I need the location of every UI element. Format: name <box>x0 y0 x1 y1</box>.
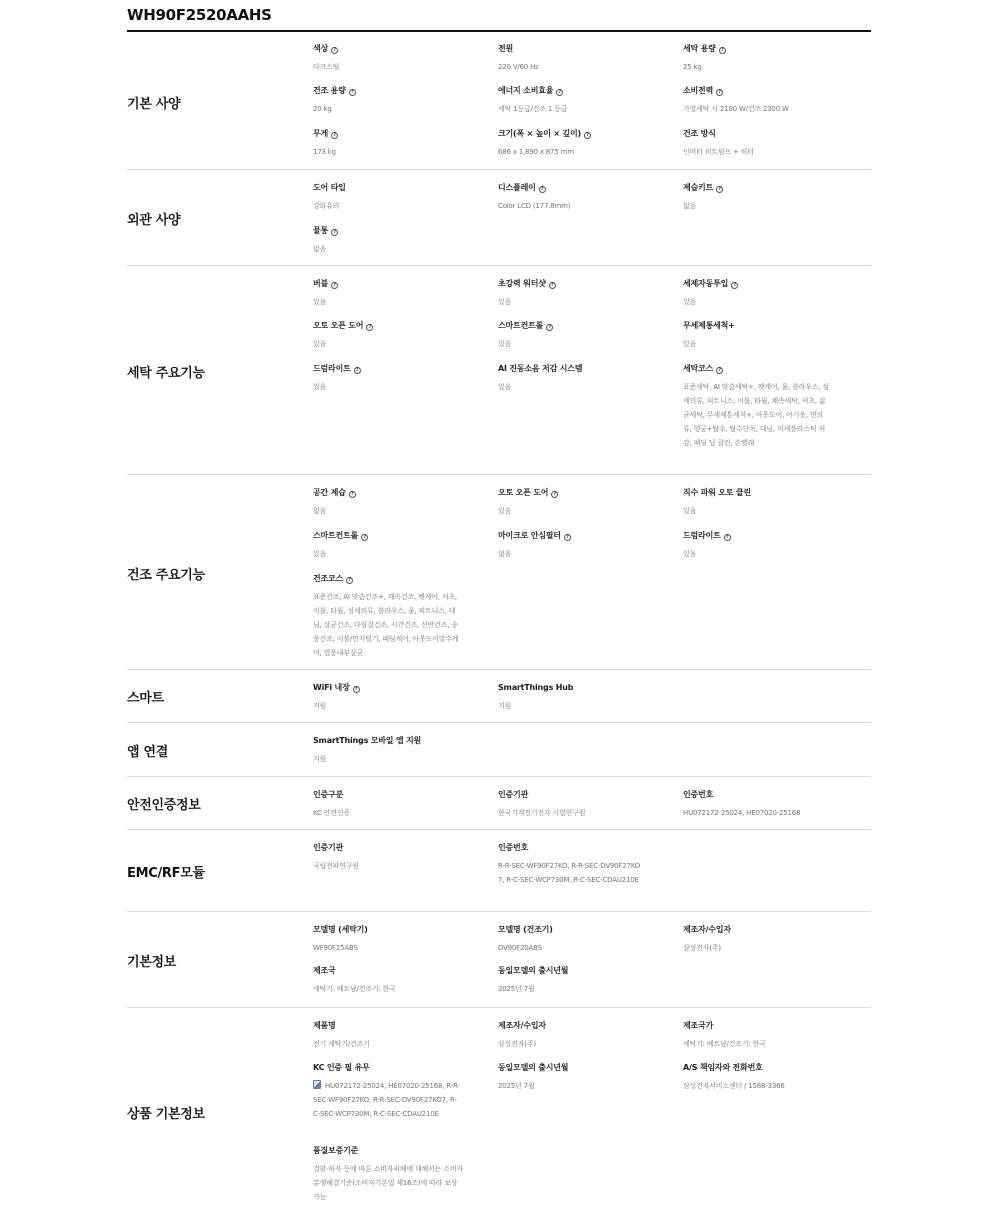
spec-value: 세탁 1등급/건조 1 등급 <box>498 105 568 113</box>
model-name: WH90F2520AAHS <box>127 6 272 24</box>
spec-label: 동일모델의 출시년월 <box>498 1063 569 1072</box>
spec-label: KC 인증 필 유무 <box>313 1063 370 1072</box>
section-product-info <box>127 1008 871 1214</box>
section-emc-rf <box>127 830 871 912</box>
spec-value: 있음 <box>498 383 512 391</box>
section-title: 기본정보 <box>127 955 177 970</box>
spec-item <box>498 842 646 887</box>
section-title: 기본 사양 <box>127 97 181 112</box>
spec-value: 220 V/60 Hz <box>498 63 539 71</box>
spec-label: 스마트컨트롤 <box>498 321 544 330</box>
spec-label: 제품명 <box>313 1021 336 1030</box>
spec-label: 건조 용량 <box>313 86 346 95</box>
spec-value: 686 x 1,890 x 875 mm <box>498 148 574 156</box>
info-icon[interactable]: ? <box>539 186 546 193</box>
spec-value: 있음 <box>313 550 327 558</box>
section-title: 안전인증정보 <box>127 798 201 813</box>
spec-item <box>683 278 843 309</box>
spec-item <box>313 842 473 873</box>
spec-item <box>498 530 658 561</box>
spec-value: 있음 <box>313 383 327 391</box>
spec-label: 인증구분 <box>313 790 344 799</box>
spec-value: 20 kg <box>313 105 332 113</box>
spec-item <box>498 278 658 309</box>
spec-item <box>313 965 473 996</box>
section-safety-cert <box>127 777 871 830</box>
spec-label: 공간 제습 <box>313 488 346 497</box>
info-icon[interactable]: ? <box>549 282 556 289</box>
spec-value: 25 kg <box>683 63 702 71</box>
spec-label: 제조국 <box>313 966 336 975</box>
spec-item <box>498 43 658 74</box>
section-exterior-spec <box>127 170 871 266</box>
spec-value: 삼성전자서비스센터 / 1588-3366 <box>683 1082 785 1090</box>
spec-item <box>313 1062 461 1121</box>
info-icon[interactable]: ? <box>556 89 563 96</box>
spec-label: 인증번호 <box>683 790 714 799</box>
info-icon[interactable]: ? <box>331 282 338 289</box>
section-app <box>127 723 871 777</box>
spec-label: 스마트컨트롤 <box>313 531 359 540</box>
spec-value: 가열세탁 시 2100 W/건조 2300 W <box>683 105 789 113</box>
spec-label: 마이크로 안심필터 <box>498 531 561 540</box>
spec-value: 있음 <box>313 298 327 306</box>
spec-item <box>683 320 843 351</box>
spec-value: 없음 <box>498 550 512 558</box>
info-icon[interactable]: ? <box>724 534 731 541</box>
spec-label: 제조자/수입자 <box>683 925 731 934</box>
spec-item <box>313 225 473 256</box>
spec-value: 삼성전자(주) <box>683 944 721 952</box>
section-title: 건조 주요기능 <box>127 568 205 583</box>
spec-label: 버블 <box>313 279 329 288</box>
info-icon[interactable]: ? <box>731 282 738 289</box>
spec-value: 지원 <box>313 755 327 763</box>
spec-label: 건조코스 <box>313 574 344 583</box>
spec-label: 무세제통세척+ <box>683 321 735 330</box>
spec-value: HU072172-25024, HE07020-25168, R-R-SEC-WF90F27KO, R-R-SEC-DV90F27KO7, R-C-SEC-WCP730M, R-C-SEC-CDAU210E <box>313 1082 460 1118</box>
spec-item <box>313 43 473 74</box>
spec-label: 인증기관 <box>313 843 344 852</box>
section-title: 상품 기본정보 <box>127 1107 205 1122</box>
spec-item <box>683 43 843 74</box>
spec-label: 세탁코스 <box>683 364 714 373</box>
spec-label: 디스플레이 <box>498 183 536 192</box>
spec-item <box>313 735 513 766</box>
spec-item <box>498 320 658 351</box>
section-wash-features <box>127 266 871 475</box>
spec-label: 도어 타입 <box>313 183 346 192</box>
spec-value: 세탁기: 베트남/건조기: 한국 <box>313 985 396 993</box>
info-icon[interactable]: ? <box>349 89 356 96</box>
spec-value: 한국기계전기전자 시험연구원 <box>498 809 586 817</box>
spec-item <box>498 85 658 116</box>
info-icon[interactable]: ? <box>716 89 723 96</box>
spec-label: A/S 책임자와 전화번호 <box>683 1063 763 1072</box>
info-icon[interactable]: ? <box>716 186 723 193</box>
spec-item <box>313 320 473 351</box>
spec-item <box>313 1020 473 1051</box>
section-title: EMC/RF모듈 <box>127 866 205 881</box>
info-icon[interactable]: ? <box>551 491 558 498</box>
spec-item <box>683 85 863 116</box>
spec-label: 무게 <box>313 129 329 138</box>
spec-label: 전원 <box>498 44 514 53</box>
section-title: 앱 연결 <box>127 745 168 760</box>
spec-value: 표준건조, AI 맞춤건조+, 쾌속건조, 펫케어, 셔츠, 이불, 타월, 섬세의류, 블라우스, 울, 피트니스, 데님, 살균건조, 다림질건조, 시간건조, 선반건조, 송풍건조, 이불/먼지털기, 패딩케어, 아웃도어발수케어, 열풍내부살균 <box>313 593 459 657</box>
spec-value: 다크스틸 <box>313 63 340 71</box>
info-icon[interactable]: ? <box>346 577 353 584</box>
spec-item <box>313 128 473 159</box>
spec-item <box>313 1145 463 1204</box>
spec-item <box>683 789 869 820</box>
spec-label: 품질보증기준 <box>313 1146 359 1155</box>
spec-item <box>683 924 843 955</box>
section-smart <box>127 670 871 723</box>
spec-label: SmartThings 모바일 앱 지원 <box>313 736 422 745</box>
info-icon[interactable]: ? <box>361 534 368 541</box>
spec-label: 동일모델의 출시년월 <box>498 966 569 975</box>
section-title: 외관 사양 <box>127 213 181 228</box>
spec-label: 제조자/수입자 <box>498 1021 546 1030</box>
spec-item <box>498 128 658 159</box>
spec-label: 오토 오픈 도어 <box>313 321 364 330</box>
spec-value: 지원 <box>498 702 512 710</box>
spec-value: 있음 <box>498 507 512 515</box>
spec-value: HU072172-25024, HE07020-25168 <box>683 809 801 817</box>
spec-value: 지원 <box>313 702 327 710</box>
info-icon[interactable]: ? <box>584 132 591 139</box>
spec-label: 모델명 (건조기) <box>498 925 553 934</box>
spec-label: AI 진동소음 저감 시스템 <box>498 364 583 373</box>
spec-value: 국립전파연구원 <box>313 862 359 870</box>
spec-label: 오토 오픈 도어 <box>498 488 549 497</box>
spec-item <box>313 530 473 561</box>
spec-item <box>313 924 473 955</box>
spec-item <box>498 965 658 996</box>
info-icon[interactable]: ? <box>331 132 338 139</box>
section-basic-info <box>127 912 871 1008</box>
spec-value: KC 안전인증 <box>313 809 350 817</box>
info-icon[interactable]: ? <box>331 47 338 54</box>
spec-label: 에너지 소비효율 <box>498 86 554 95</box>
spec-label: 인증번호 <box>498 843 529 852</box>
spec-item <box>313 182 473 213</box>
section-basic-spec <box>127 32 871 170</box>
spec-value: 있음 <box>683 507 697 515</box>
section-dry-features <box>127 475 871 670</box>
spec-value: R-R-SEC-WF90F27KO, R-R-SEC-DV90F27KO7, R-C-SEC-WCP730M, R-C-SEC-CDAU210E <box>498 862 641 884</box>
spec-value: 없음 <box>313 507 327 515</box>
spec-item <box>498 1062 658 1093</box>
spec-label: 물통 <box>313 226 329 235</box>
section-title: 스마트 <box>127 691 164 706</box>
spec-label: 세제자동투입 <box>683 279 729 288</box>
spec-item <box>313 85 473 116</box>
spec-value: 있음 <box>498 340 512 348</box>
info-icon[interactable]: ? <box>366 324 373 331</box>
spec-item <box>313 573 461 660</box>
spec-item <box>313 278 473 309</box>
spec-label: 드럼라이트 <box>683 531 721 540</box>
spec-item <box>683 128 843 159</box>
spec-item <box>683 1020 843 1051</box>
spec-item <box>498 363 658 394</box>
spec-value: 있음 <box>313 340 327 348</box>
spec-item <box>683 530 843 561</box>
spec-item <box>498 182 658 213</box>
spec-item <box>313 487 473 518</box>
spec-value: 결함·하자 등에 따른 소비자피해에 대해서는 소비자분쟁해결기준(소비자기본법 제16조)에 따라 보상 가능 <box>313 1165 463 1201</box>
spec-value: 전기 세탁기/건조기 <box>313 1040 370 1048</box>
info-icon[interactable]: ? <box>546 324 553 331</box>
spec-item <box>313 789 473 820</box>
spec-value: 173 kg <box>313 148 336 156</box>
spec-item <box>683 1062 863 1093</box>
spec-value: 인버터 히트펌프 + 히터 <box>683 148 754 156</box>
spec-label: 초강력 워터샷 <box>498 279 546 288</box>
spec-label: 색상 <box>313 44 329 53</box>
spec-value: DV90F20ABS <box>498 944 542 952</box>
info-icon[interactable]: ? <box>353 686 360 693</box>
spec-item <box>683 182 843 213</box>
spec-value: 2025년 7월 <box>498 1082 535 1090</box>
spec-label: 제습키트 <box>683 183 714 192</box>
spec-label: WiFi 내장 <box>313 683 350 692</box>
spec-label: 세탁 용량 <box>683 44 716 53</box>
kc-mark-icon <box>313 1080 321 1089</box>
spec-value: 표준세탁, AI 맞춤세탁+, 펫케어, 울, 블라우스, 섬세의류, 피트니스, 이불, 타월, 쾌속세탁, 셔츠, 삶균세탁, 무세제통세척+, 아웃도어, 아기옷, 면의류, 헹굼+탈수, 탈수단독, 데님, 미세플라스틱 저감, 패딩 딥 클린, 손빨래 <box>683 383 829 447</box>
spec-value: Color LCD (177.8mm) <box>498 202 571 210</box>
spec-value: 없음 <box>683 202 697 210</box>
spec-item <box>498 1020 658 1051</box>
spec-item <box>683 363 831 450</box>
spec-label: 인증기관 <box>498 790 529 799</box>
spec-value: 있음 <box>683 298 697 306</box>
spec-value: 삼성전자(주) <box>498 1040 536 1048</box>
spec-label: 직수 파워 오토 클린 <box>683 488 751 497</box>
spec-value: 2025년 7월 <box>498 985 535 993</box>
spec-value: 있음 <box>498 298 512 306</box>
spec-item <box>498 789 658 820</box>
spec-label: 소비전력 <box>683 86 714 95</box>
spec-value: 없음 <box>313 245 327 253</box>
section-title: 세탁 주요기능 <box>127 366 205 381</box>
spec-item <box>313 363 473 394</box>
info-icon[interactable]: ? <box>719 47 726 54</box>
spec-item <box>498 924 658 955</box>
info-icon[interactable]: ? <box>354 367 361 374</box>
spec-label: 크기(폭 × 높이 × 깊이) <box>498 129 581 138</box>
spec-item <box>313 682 473 713</box>
spec-value: 있음 <box>683 550 697 558</box>
spec-value: 세탁기: 베트남/건조기: 한국 <box>683 1040 766 1048</box>
info-icon[interactable]: ? <box>564 534 571 541</box>
info-icon[interactable]: ? <box>331 229 338 236</box>
spec-value: 있음 <box>683 340 697 348</box>
spec-label: 제조국가 <box>683 1021 714 1030</box>
spec-item <box>498 487 658 518</box>
spec-item <box>498 682 658 713</box>
spec-value: WF90F25ABS <box>313 944 358 952</box>
info-icon[interactable]: ? <box>716 367 723 374</box>
spec-item <box>683 487 843 518</box>
spec-value: 강화유리 <box>313 202 340 210</box>
spec-label: SmartThings Hub <box>498 683 574 692</box>
info-icon[interactable]: ? <box>349 491 356 498</box>
spec-label: 모델명 (세탁기) <box>313 925 368 934</box>
spec-label: 건조 방식 <box>683 129 716 138</box>
spec-label: 드럼라이트 <box>313 364 351 373</box>
